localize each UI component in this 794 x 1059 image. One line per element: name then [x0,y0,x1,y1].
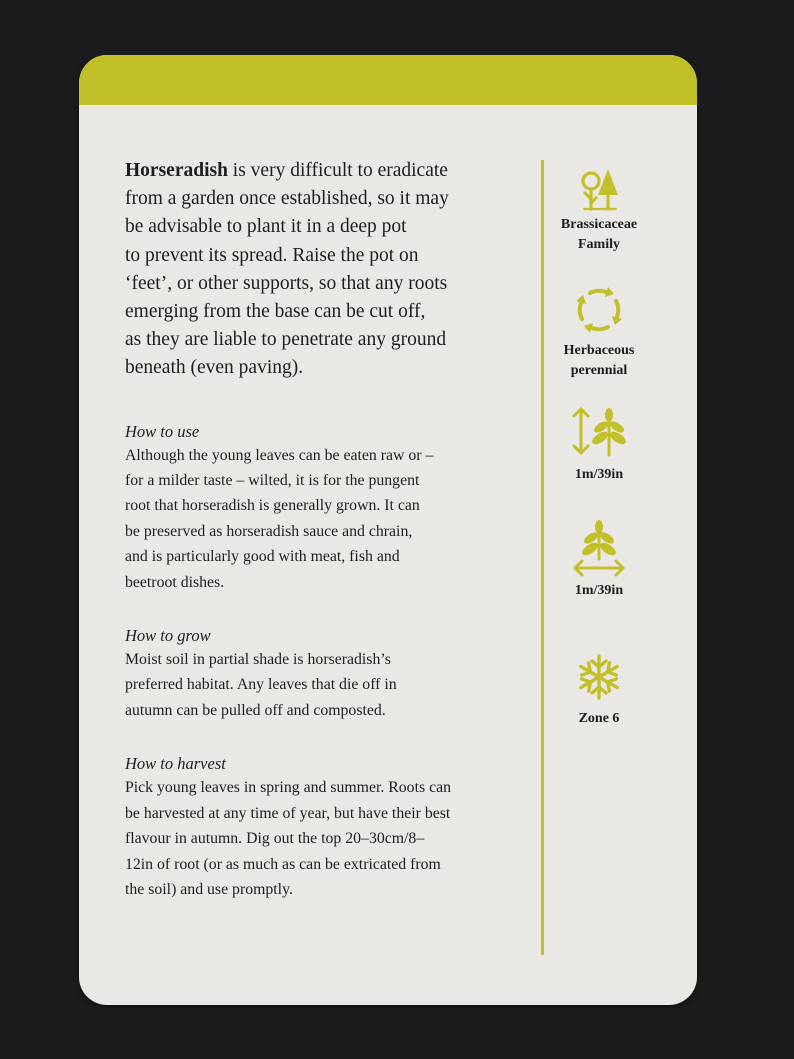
height-plant-icon [569,405,629,461]
card-main-text [125,157,525,902]
intro-line: emerging from the base can be cut off, [125,301,426,323]
fact-label-line: Herbaceous [563,343,635,358]
intro-line: from a garden once established, so it may [125,188,449,210]
section-title: How to use [125,421,200,441]
section-title: How to harvest [125,754,226,774]
intro-paragraph [125,157,525,383]
body-line: be harvested at any time of year, but have their best [125,804,451,822]
section-body [125,443,520,595]
intro-line: beneath (even paving). [125,357,304,379]
snowflake-icon [575,653,623,701]
body-line: and is particularly good with meat, fish and [125,548,400,566]
body-line: preferred habitat. Any leaves that die off in [125,676,397,694]
fact-label [547,341,651,381]
body-line: Although the young leaves can be eaten raw or – [125,446,434,464]
vertical-divider [541,160,544,955]
spread-plant-icon [569,519,629,577]
body-line: for a milder taste – wilted, it is for the pungent [125,472,420,490]
fact-lifecycle [547,285,651,381]
body-line: beetroot dishes. [125,573,225,591]
body-line: root that horseradish is generally grown. It can [125,497,420,515]
intro-line: is very difficult to eradicate [227,160,448,181]
section-body [125,647,520,723]
fact-family [547,165,651,255]
intro-lead-word: Horseradish [125,160,228,181]
fact-label: 1m/39in [574,583,624,598]
fact-label-line: Family [578,237,620,252]
section-title: How to grow [125,626,211,646]
fact-spread [547,519,651,601]
trees-icon [576,165,622,215]
intro-line: be advisable to plant it in a deep pot [125,216,407,238]
fact-hardiness-zone [547,653,651,729]
body-line: be preserved as horseradish sauce and chrain, [125,522,413,540]
section-how-to-grow [125,625,525,723]
body-line: flavour in autumn. Dig out the top 20–30cm/8– [125,830,425,848]
plant-card [79,55,697,1005]
fact-label-line: Brassicaceae [560,217,638,232]
body-line: Pick young leaves in spring and summer. Roots can [125,779,451,797]
section-how-to-harvest [125,753,525,902]
body-line: autumn can be pulled off and composted. [125,701,386,719]
intro-line: ‘feet’, or other supports, so that any roots [125,272,448,294]
fact-label-line: perennial [570,363,628,378]
fact-label: 1m/39in [574,467,624,482]
body-line: the soil) and use promptly. [125,880,293,898]
fact-label [547,215,651,255]
card-top-band [79,55,697,105]
cycle-arrows-icon [574,285,624,335]
intro-line: as they are liable to penetrate any ground [125,329,447,351]
section-how-to-use [125,421,525,595]
body-line: 12in of root (or as much as can be extricated from [125,855,441,873]
fact-label: Zone 6 [578,711,620,726]
intro-line: to prevent its spread. Raise the pot on [125,244,419,266]
fact-height [547,405,651,485]
section-body [125,775,520,902]
body-line: Moist soil in partial shade is horseradish’s [125,651,391,669]
